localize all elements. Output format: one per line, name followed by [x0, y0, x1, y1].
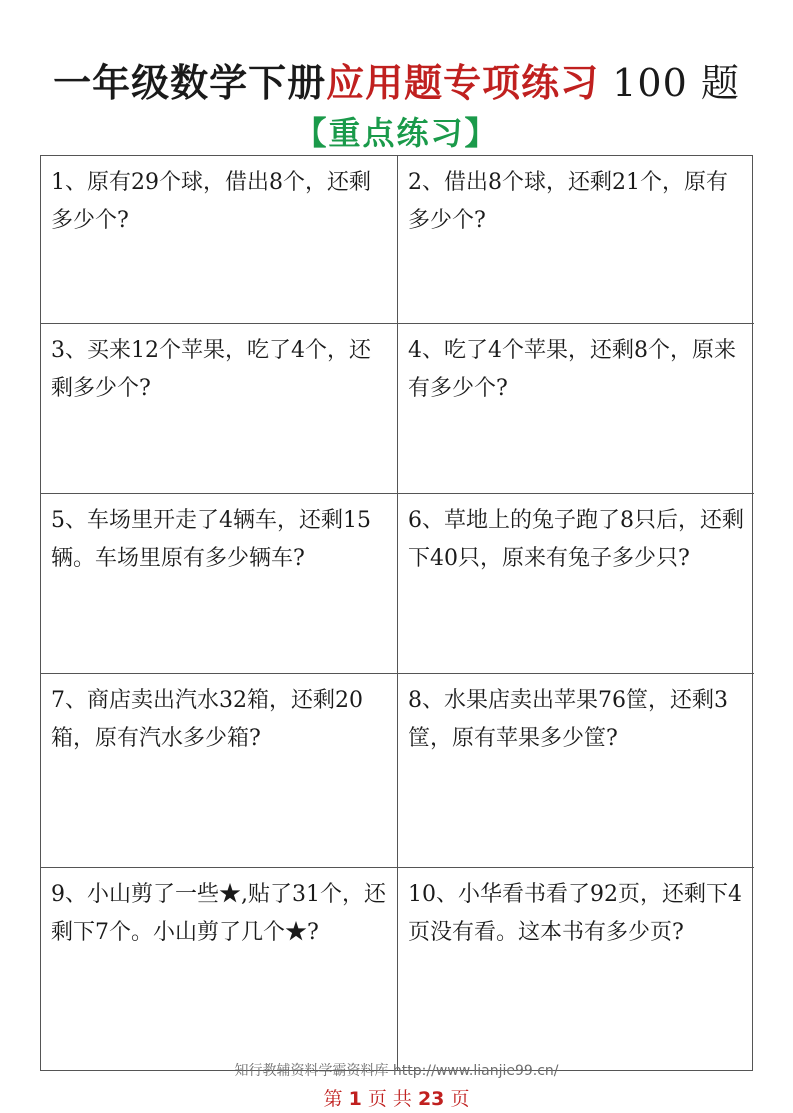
problem-3: 3、买来12个苹果，吃了4个，还剩多少个? [41, 324, 398, 494]
problem-grid [40, 155, 753, 1071]
problem-6: 6、草地上的兔子跑了8只后，还剩下40只，原来有兔子多少只? [398, 494, 754, 674]
page-middle: 页 共 [367, 1088, 412, 1110]
title-count: 100 题 [599, 61, 740, 105]
footer-source-link[interactable]: 知行教辅资料学霸资料库 http://www.lianjie99.cn/ [234, 1063, 559, 1079]
page-subtitle: 【重点练习】 [294, 114, 499, 152]
problem-1: 1、原有29个球，借出8个，还剩多少个? [41, 156, 398, 324]
title-topic: 应用题专项练习 [326, 60, 600, 105]
problem-7: 7、商店卖出汽水32箱，还剩20箱，原有汽水多少箱? [41, 674, 398, 868]
problem-10: 10、小华看书看了92页，还剩下4页没有看。这本书有多少页? [408, 882, 742, 945]
page-indicator [0, 1084, 793, 1111]
title-grade: 一年级数学下册 [53, 60, 327, 105]
problem-9: 9、小山剪了一些★,贴了31个，还剩下7个。小山剪了几个★? [41, 868, 398, 1070]
problem-2: 2、借出8个球，还剩21个，原有多少个? [398, 156, 754, 324]
page-suffix: 页 [450, 1088, 470, 1110]
page-number: 1 [348, 1088, 362, 1110]
page-prefix: 第 [323, 1088, 343, 1110]
page-title [0, 52, 793, 107]
problem-8: 8、水果店卖出苹果76筐，还剩3筐，原有苹果多少筐? [398, 674, 754, 868]
page-total: 23 [417, 1088, 445, 1110]
problem-4: 4、吃了4个苹果，还剩8个，原来有多少个? [398, 324, 754, 494]
problem-5: 5、车场里开走了4辆车，还剩15辆。车场里原有多少辆车? [41, 494, 398, 674]
